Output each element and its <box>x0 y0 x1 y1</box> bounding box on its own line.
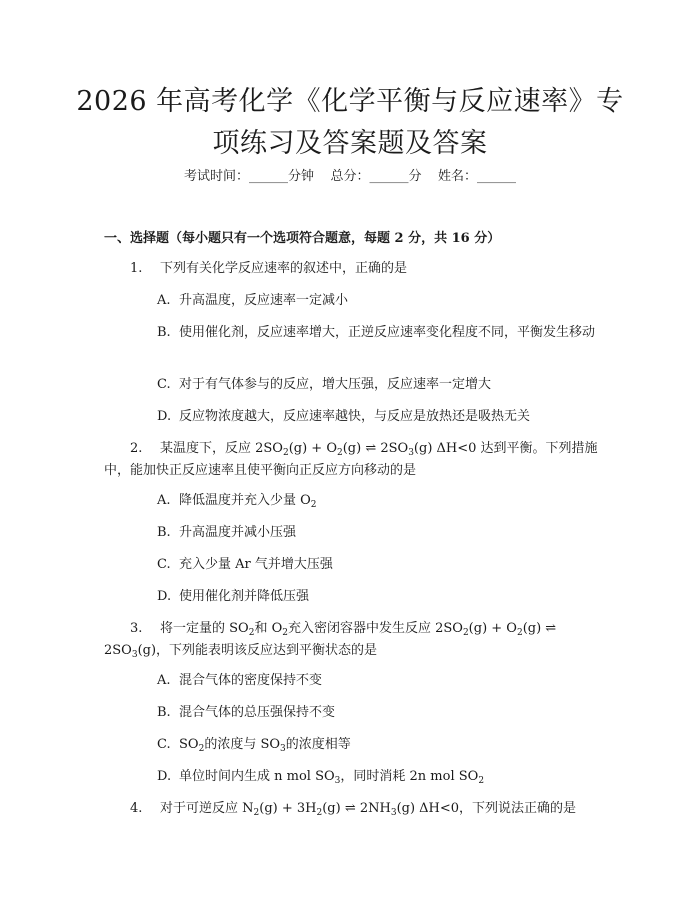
question-2-option-d: D. 使用催化剂并降低压强 <box>104 586 604 608</box>
option-letter: C. <box>157 557 171 572</box>
option-letter: B. <box>157 705 171 720</box>
question-3-stem: 3. 将一定量的 $SO_2$和 $O_2$充入密闭容器中发生反应 $2SO_2(g) + O_2(g)$ ⇌ $2SO_3(g)$，下列能表明该反应达到平衡状态的是 <box>104 618 604 662</box>
question-number: 2. <box>130 441 143 456</box>
option-letter: A. <box>157 293 171 308</box>
question-1-option-c: C. 对于有气体参与的反应，增大压强，反应速率一定增大 <box>104 374 604 396</box>
document-title-line-1: 2026 年高考化学《化学平衡与反应速率》专 <box>76 86 624 117</box>
question-2-stem: 2. 某温度下，反应 $2SO_2(g) + O_2(g)$ ⇌ $2SO_3(g)$ ΔH<0 达到平衡。下列措施中，能加快正反应速率且使平衡向正反应方向移动的是 <box>104 438 604 482</box>
option-letter: D. <box>157 769 172 784</box>
option-letter: C. <box>157 377 171 392</box>
option-letter: C. <box>157 737 171 752</box>
option-letter: A. <box>157 673 171 688</box>
document-title-line-2: 项练习及答案题及答案 <box>212 128 488 159</box>
question-2-option-b: B. 升高温度并减小压强 <box>104 522 604 544</box>
question-1-option-a: A. 升高温度，反应速率一定减小 <box>104 290 604 312</box>
question-2-option-c: C. 充入少量 Ar 气并增大压强 <box>104 554 604 576</box>
question-number: 1. <box>130 261 143 276</box>
option-letter: D. <box>157 589 172 604</box>
question-1-stem: 1. 下列有关化学反应速率的叙述中，正确的是 <box>104 258 604 280</box>
question-4-stem: 4. 对于可逆反应 $N_2(g) + 3H_2(g)$ ⇌ $2NH_3(g)$ ΔH<0，下列说法正确的是 <box>104 798 604 820</box>
question-3-option-b: B. 混合气体的总压强保持不变 <box>104 702 604 724</box>
option-letter: B. <box>157 325 171 340</box>
question-3-option-a: A. 混合气体的密度保持不变 <box>104 670 604 692</box>
option-letter: B. <box>157 525 171 540</box>
exam-info: 考试时间：______分钟 总分：______分 姓名：______ <box>183 169 517 184</box>
question-number: 4. <box>130 801 143 816</box>
question-3-option-c: C. $SO_2$的浓度与 $SO_3$的浓度相等 <box>104 734 604 756</box>
option-letter: D. <box>157 409 172 424</box>
option-letter: A. <box>157 493 171 508</box>
question-1-option-b: B. 使用催化剂，反应速率增大，正逆反应速率变化程度不同，平衡发生移动 <box>104 322 604 344</box>
section-heading: 一、选择题（每小题只有一个选项符合题意，每题 2 分，共 16 分） <box>104 231 501 246</box>
question-1-option-d: D. 反应物浓度越大，反应速率越快，与反应是放热还是吸热无关 <box>104 406 604 428</box>
question-2-option-a: A. 降低温度并充入少量 $O_2$ <box>104 490 604 512</box>
question-number: 3. <box>130 621 143 636</box>
question-3-option-d: D. 单位时间内生成 n mol $SO_3$，同时消耗 2n mol $SO_2$ <box>104 766 604 788</box>
